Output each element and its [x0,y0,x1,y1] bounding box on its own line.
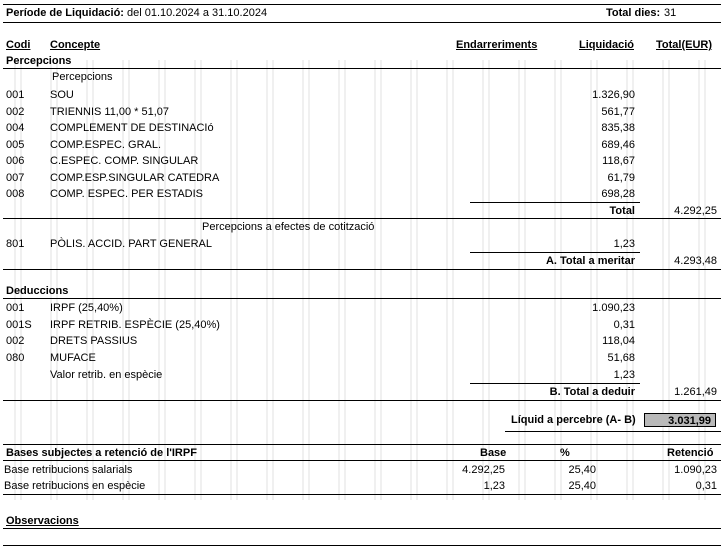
table-row [0,87,724,103]
net-value-box [644,413,716,427]
bases-row-label: Base retribucions salarials [4,464,133,476]
bottom-rule [3,545,721,546]
row-amount: 0,31 [613,319,635,331]
deductions-total-value: 1.261,49 [674,386,717,398]
contrib-title: Percepcions a efectes de cotització [202,221,375,233]
row-concept: Valor retrib. en espècie [50,369,163,381]
bases-row-pct: 25,40 [568,464,596,476]
perceptions-subtitle: Percepcions [52,71,113,83]
deductions-total-label: B. Total a deduir [549,386,635,398]
net-value: 3.031,99 [668,415,711,427]
net-under-rule [505,431,721,432]
row-code: 008 [6,188,25,200]
bases-row-pct: 25,40 [568,480,596,492]
perceptions-title: Percepcions [6,55,72,67]
contrib-rule [3,218,721,219]
perceptions-total-value: 4.292,25 [674,205,717,217]
total-days-label: Total dies: [606,7,661,19]
row-concept: C.ESPEC. COMP. SINGULAR [50,155,199,167]
top-rule [3,4,721,5]
col-code: Codi [6,39,31,51]
row-concept: IRPF (25,40%) [50,302,123,314]
table-row [0,153,724,169]
row-amount: 118,04 [602,335,635,347]
bases-top-rule [3,444,721,445]
table-row [0,350,724,366]
row-amount: 51,68 [607,352,635,364]
bases-row-label: Base retribucions en espècie [4,480,146,492]
row-code: 801 [6,238,25,250]
row-code: 005 [6,139,25,151]
row-code: 080 [6,352,25,364]
deductions-rule [3,298,721,299]
bases-col-pct: % [560,447,570,459]
observations-rule [3,528,721,529]
header-rule [3,22,721,23]
bases-col-base: Base [480,447,507,459]
col-arrears: Endarreriments [456,39,538,51]
row-concept: COMPLEMENT DE DESTINACIó [50,122,214,134]
total-days-value: 31 [664,7,677,19]
bases-row-ret: 1.090,23 [674,464,717,476]
table-row [0,300,724,316]
row-concept: COMP.ESPEC. GRAL. [50,139,162,151]
perceptions-total-row [0,203,724,219]
merit-total-row [0,253,724,269]
bases-bottom-rule [3,494,721,495]
row-amount: 1.326,90 [592,89,635,101]
row-code: 006 [6,155,25,167]
row-code: 001S [6,319,32,331]
col-total: Total(EUR) [656,39,713,51]
row-amount: 689,46 [601,139,635,151]
table-row [0,137,724,153]
perceptions-total-label: Total [609,205,635,217]
row-code: 001 [6,89,25,101]
row-concept: COMP.ESP.SINGULAR CATEDRA [50,172,220,184]
row-amount: 1,23 [613,238,635,250]
bases-title: Bases subjectes a retenció de l'IRPF [6,447,197,459]
merit-total-value: 4.293,48 [674,255,717,267]
bases-row-base: 4.292,25 [462,464,505,476]
row-code: 002 [6,335,25,347]
table-row [0,333,724,349]
bases-row-ret: 0,31 [695,480,717,492]
table-row [0,367,724,383]
merit-total-label: A. Total a meritar [545,255,635,267]
table-row [0,236,724,252]
net-rule [3,400,721,401]
row-concept: SOU [50,89,74,101]
row-concept: PÒLIS. ACCID. PART GENERAL [50,238,212,250]
row-amount: 1.090,23 [592,302,635,314]
row-code: 004 [6,122,25,134]
table-row [0,317,724,333]
row-amount: 61,79 [607,172,635,184]
bases-col-ret: Retenció [667,447,714,459]
col-settlement: Liquidació [579,39,634,51]
row-amount: 698,28 [601,188,635,200]
row-code: 007 [6,172,25,184]
bases-header-rule [3,460,721,461]
table-row [0,478,724,494]
row-concept: COMP. ESPEC. PER ESTADIS [50,188,204,200]
period-label: Període de Liquidació: [6,7,124,19]
perceptions-rule [3,68,721,69]
observations-title: Observacions [6,515,79,527]
table-row [0,186,724,202]
net-label: Líquid a percebre (A- B) [511,414,636,426]
row-concept: TRIENNIS 11,00 * 51,07 [50,106,170,118]
table-row [0,170,724,186]
table-row [0,120,724,136]
row-amount: 1,23 [613,369,635,381]
table-row [0,104,724,120]
row-amount: 561,77 [601,106,635,118]
period-value: del 01.10.2024 a 31.10.2024 [127,7,268,19]
row-concept: DRETS PASSIUS [50,335,138,347]
table-row [0,462,724,478]
row-concept: IRPF RETRIB. ESPÈCIE (25,40%) [50,319,220,331]
row-amount: 835,38 [601,122,635,134]
deductions-total-row [0,384,724,400]
deductions-title: Deduccions [6,285,69,297]
deductions-top-rule [3,269,721,270]
bases-row-base: 1,23 [483,480,505,492]
row-code: 002 [6,106,25,118]
row-amount: 118,67 [602,155,635,167]
row-code: 001 [6,302,25,314]
row-concept: MUFACE [50,352,96,364]
col-concept: Concepte [50,39,101,51]
